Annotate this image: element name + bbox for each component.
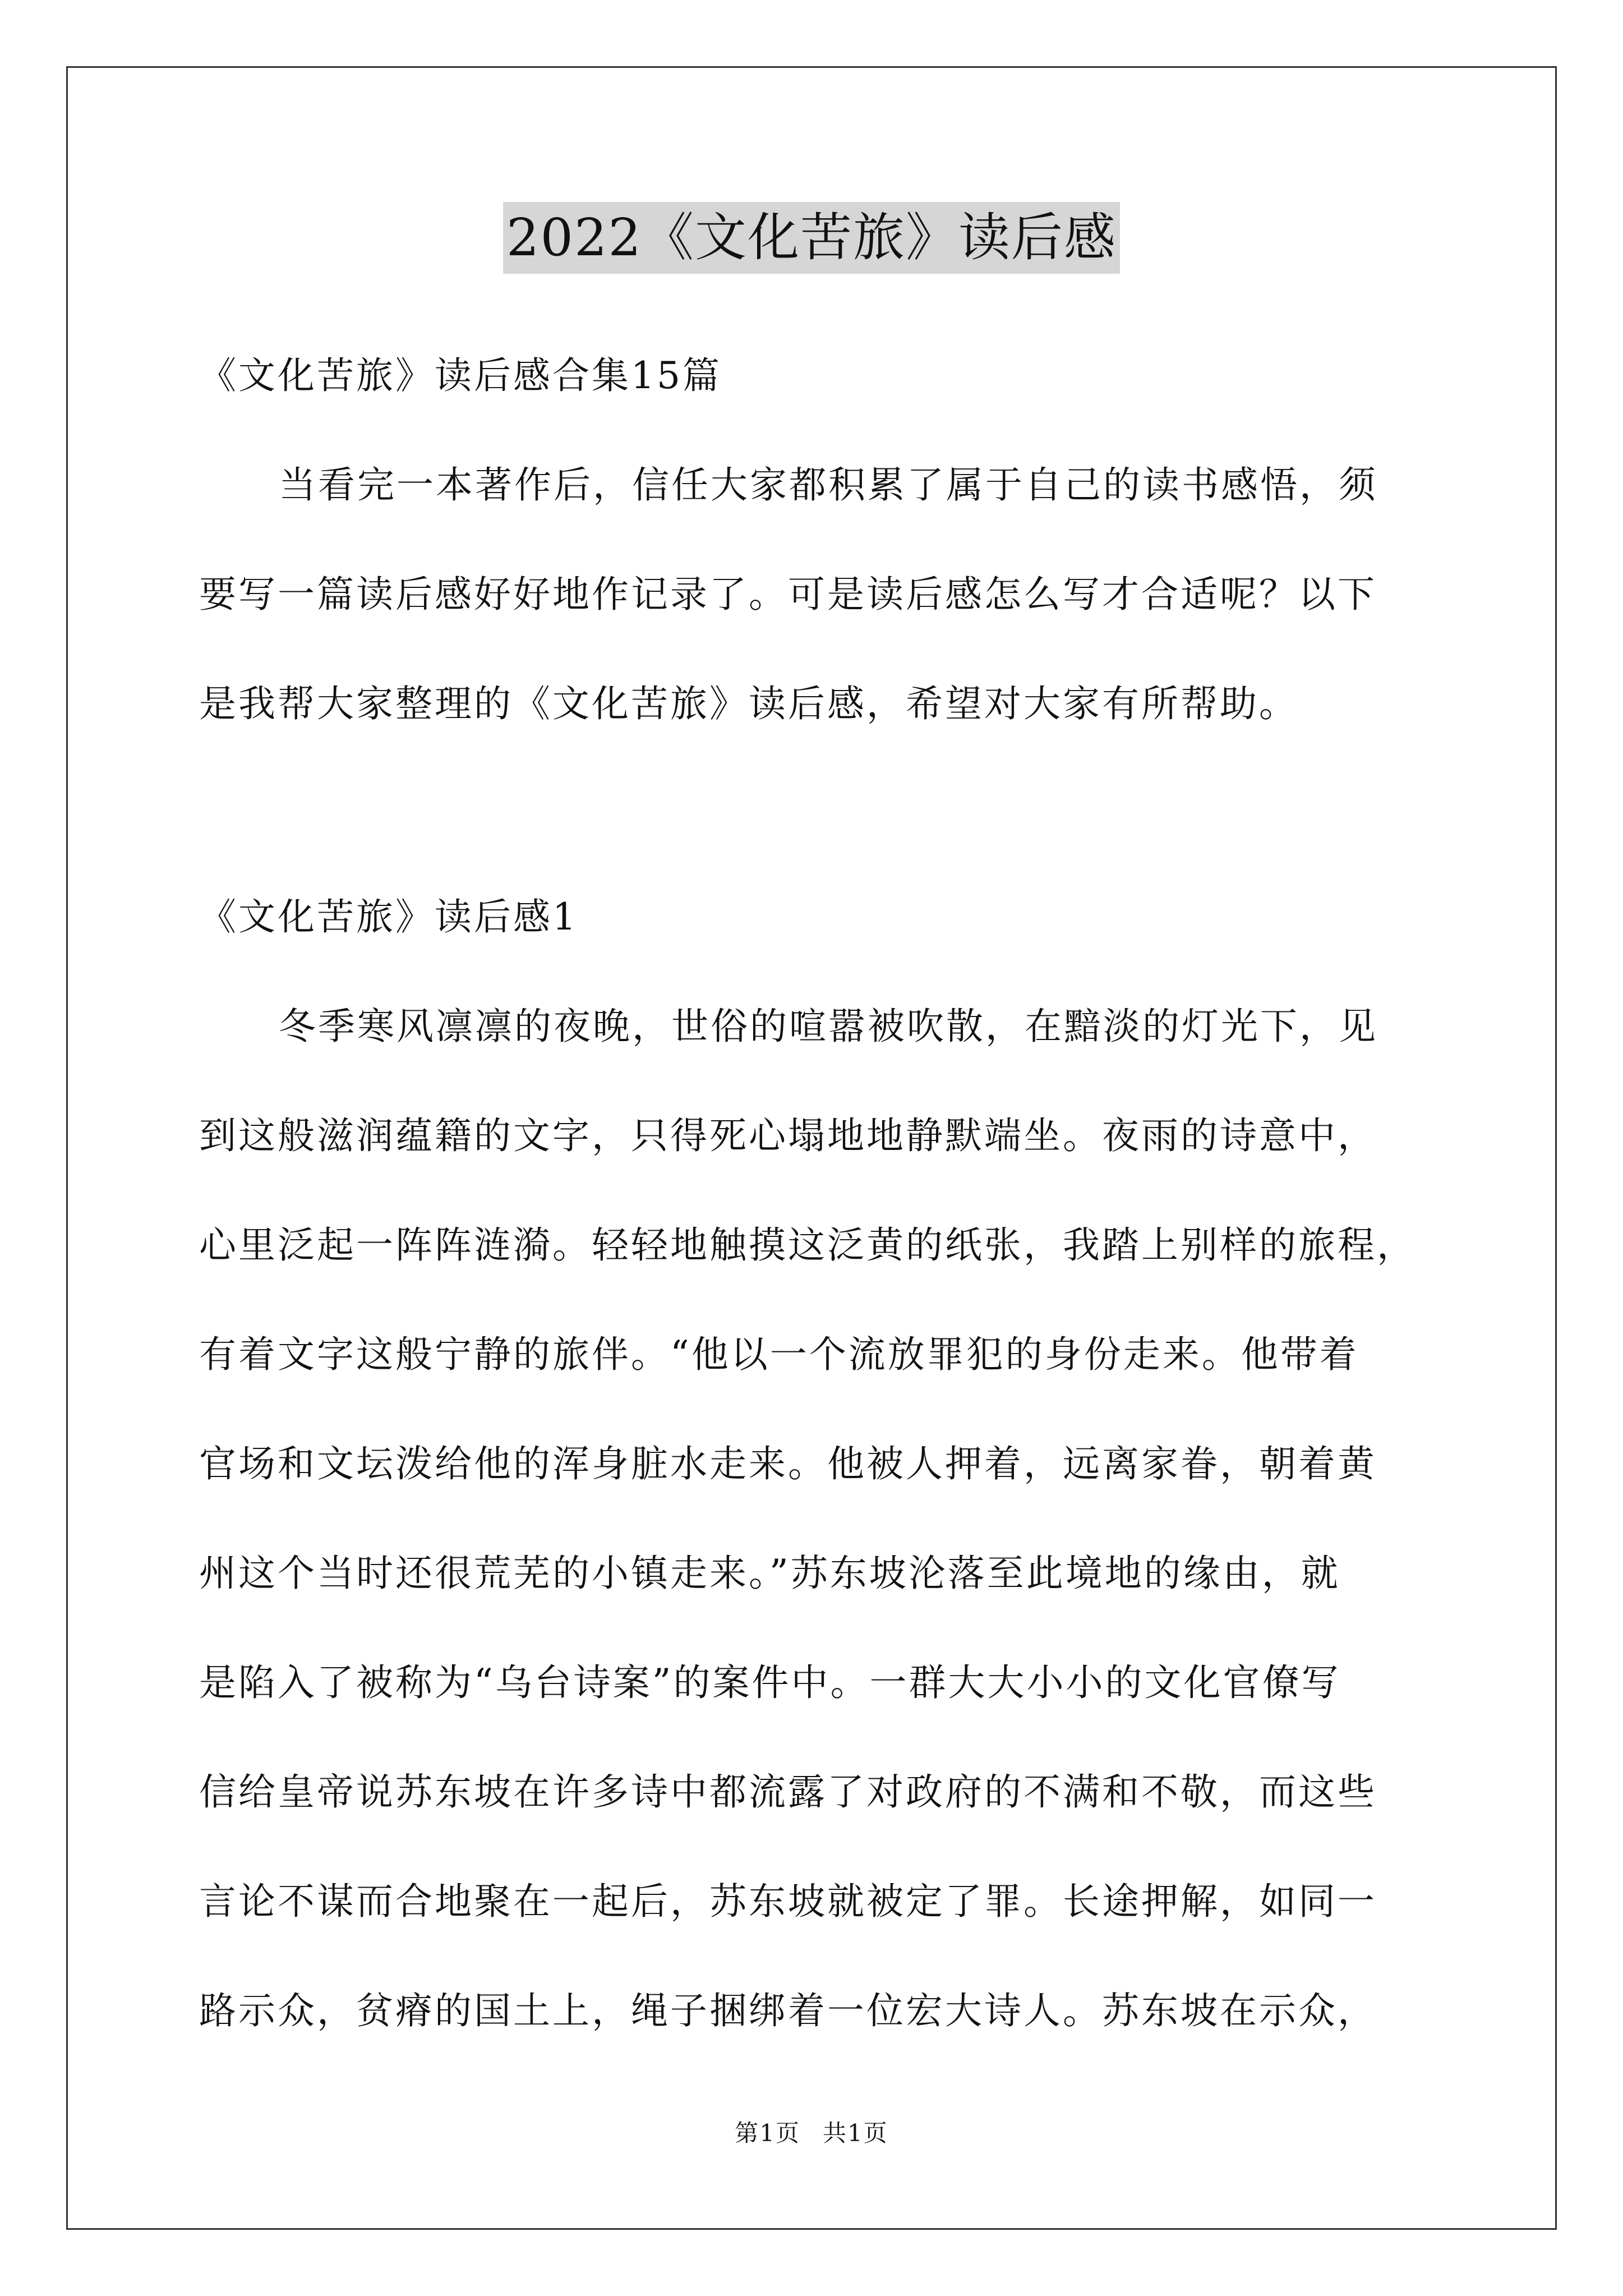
document-title: 2022《文化苦旅》读后感: [503, 202, 1120, 274]
page-number: 第1页: [735, 2119, 800, 2147]
title-block: [0, 202, 1623, 274]
body-line: 冬季寒风凛凛的夜晚，世俗的喧嚣被吹散，在黯淡的灯光下，见: [279, 1005, 1378, 1048]
body-line: 州这个当时还很荒芜的小镇走来。”苏东坡沦落至此境地的缘由，就: [199, 1552, 1340, 1595]
page-total: 共1页: [823, 2119, 888, 2147]
intro-line: 要写一篇读后感好好地作记录了。可是读后感怎么写才合适呢？以下: [199, 573, 1377, 616]
intro-line: 是我帮大家整理的《文化苦旅》读后感，希望对大家有所帮助。: [199, 682, 1298, 725]
body-line: 路示众，贫瘠的国土上，绳子捆绑着一位宏大诗人。苏东坡在示众，: [199, 1989, 1377, 2032]
intro-line: 当看完一本著作后，信任大家都积累了属于自己的读书感悟，须: [279, 463, 1378, 507]
body-line: 言论不谋而合地聚在一起后，苏东坡就被定了罪。长途押解，如同一: [199, 1880, 1377, 1923]
subtitle: 《文化苦旅》读后感合集15篇: [199, 354, 722, 397]
section-heading: 《文化苦旅》读后感1: [199, 895, 578, 938]
body-line: 官场和文坛泼给他的浑身脏水走来。他被人押着，远离家眷，朝着黄: [199, 1442, 1377, 1485]
body-line: 心里泛起一阵阵涟漪。轻轻地触摸这泛黄的纸张，我踏上别样的旅程，: [199, 1223, 1416, 1267]
body-line: 是陷入了被称为“乌台诗案”的案件中。一群大大小小的文化官僚写: [199, 1661, 1341, 1704]
body-line: 信给皇帝说苏东坡在许多诗中都流露了对政府的不满和不敬，而这些: [199, 1770, 1377, 1814]
body-line: 有着文字这般宁静的旅伴。“他以一个流放罪犯的身份走来。他带着: [199, 1333, 1359, 1376]
body-line: 到这般滋润蕴籍的文字，只得死心塌地地静默端坐。夜雨的诗意中，: [199, 1114, 1377, 1157]
page-footer: [0, 2115, 1623, 2148]
